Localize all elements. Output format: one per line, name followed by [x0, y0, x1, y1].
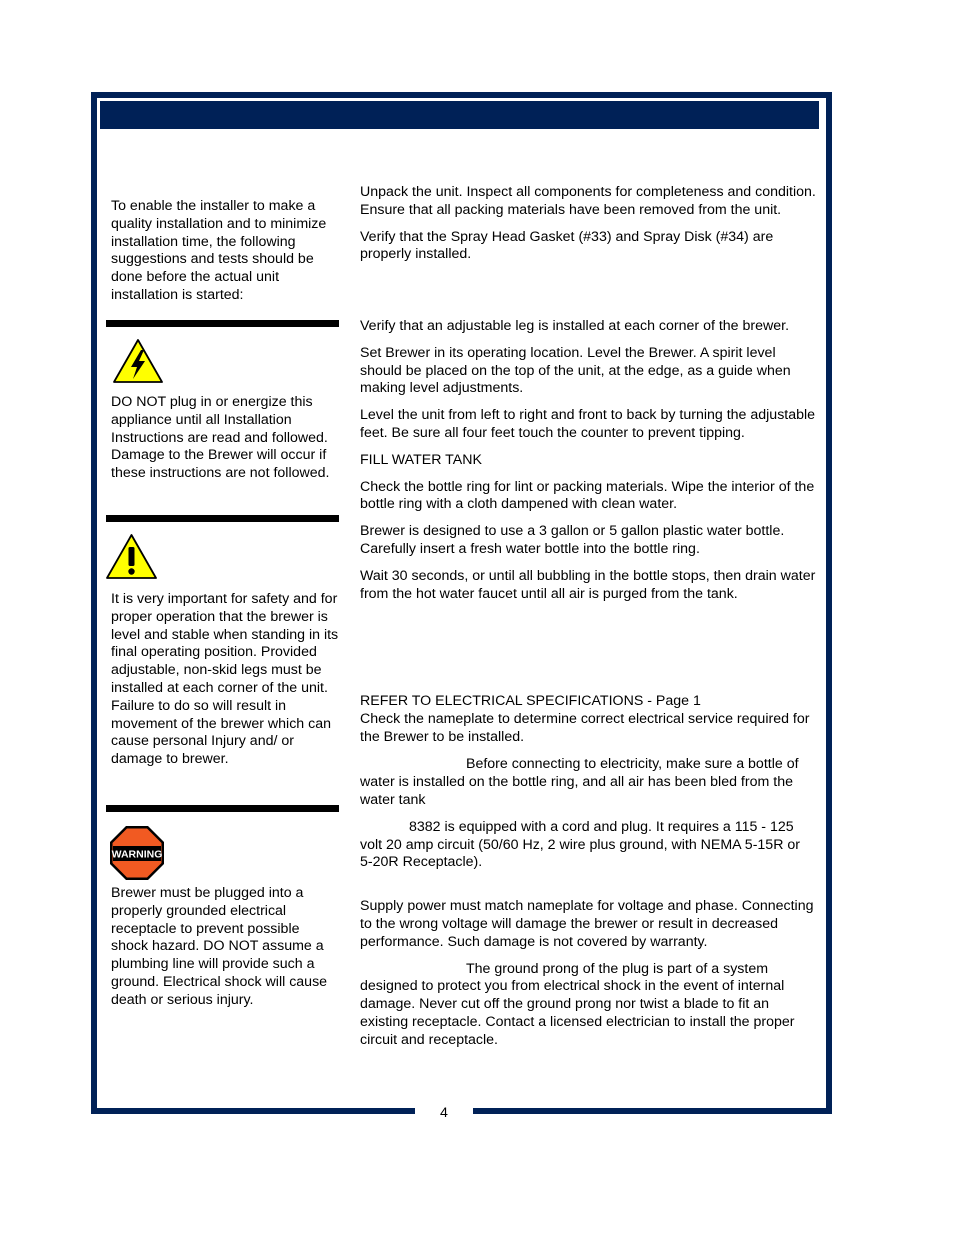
level-section [360, 318, 816, 603]
page-number: 4 [440, 1105, 448, 1121]
notice-divider-1 [106, 320, 339, 327]
electrical-reference: REFER TO ELECTRICAL SPECIFICATIONS - Page 1 [360, 693, 701, 709]
caution-exclamation-icon [105, 533, 158, 580]
notice-divider-2 [106, 515, 339, 522]
unpack-section [360, 184, 816, 264]
section-header-bar [100, 101, 819, 129]
fill-paragraph-3: Wait 30 seconds, or until all bubbling in the bottle stops, then drain water from the hot water faucet until all air is purged from the tank. [360, 567, 816, 602]
electrical-paragraph-5: The ground prong of the plug is part of a system designed to protect you from electrical shock in the event of internal damage. Never cut off the ground prong nor twist a blade to fit an existing receptacle. Contact a licensed electrician to install the proper circuit and receptacle. [360, 960, 795, 1048]
warning-octagon-icon [109, 825, 165, 881]
electrical-paragraph-4: Supply power must match nameplate for voltage and phase. Connecting to the wrong voltage will damage the brewer or result in decreased performance. Such damage is not covered by warranty. [360, 898, 814, 950]
notice-text-3: Brewer must be plugged into a properly grounded electrical receptacle to prevent possible shock hazard. DO NOT assume a plumbing line will provide such a ground. Electrical shock will cause death or serious injury. [111, 885, 328, 1008]
level-paragraph-2: Set Brewer in its operating location. Level the Brewer. A spirit level should be placed on the top of the unit, at the edge, as a guide when making level adjustments. [360, 344, 791, 397]
electrical-hazard-icon [112, 338, 164, 384]
warning-badge-text: WARNING [111, 848, 163, 861]
notice-text-1: DO NOT plug in or energize this appliance until all Installation Instructions are read and followed. Damage to the Brewer will occur if these instructions are not followed. [111, 394, 330, 482]
electrical-section [360, 693, 816, 1050]
unpack-paragraph-1: Unpack the unit. Inspect all components for completeness and condition. Ensure that all packing materials have been removed from the unit. [360, 184, 816, 218]
unpack-paragraph-2: Verify that the Spray Head Gasket (#33) and Spray Disk (#34) are properly installed. [360, 228, 774, 263]
fill-paragraph-1: Check the bottle ring for lint or packing materials. Wipe the interior of the bottle ring with a cloth dampened with clean water. [360, 478, 815, 513]
intro-text: To enable the installer to make a quality installation and to minimize installation time, the following suggestions and tests should be done before the actual unit installation is started: [111, 198, 327, 303]
notice-text-2: It is very important for safety and for proper operation that the brewer is level and stable when standing in its final operating position. Provided adjustable, non-skid legs must be installed at each corner of the unit. Failure to do so will result in movement of the brewer which can cause personal Injury and/ or damage to brewer. [111, 591, 339, 768]
electrical-paragraph-3: 8382 is equipped with a cord and plug. It requires a 115 - 125 volt 20 amp circuit (50/60 Hz, 2 wire plus ground, with NEMA 5-15R or 5-20R Receptacle). [360, 818, 800, 871]
level-paragraph-1: Verify that an adjustable leg is installed at each corner of the brewer. [360, 318, 790, 334]
fill-heading: FILL WATER TANK [360, 451, 482, 468]
electrical-paragraph-1: Check the nameplate to determine correct electrical service required for the Brewer to be installed. [360, 710, 810, 745]
fill-paragraph-2: Brewer is designed to use a 3 gallon or 5 gallon plastic water bottle. Carefully insert a fresh water bottle into the bottle ring. [360, 523, 785, 557]
notice-divider-3 [106, 805, 339, 812]
electrical-paragraph-2: Before connecting to electricity, make sure a bottle of water is installed on the bottle ring, and all air has been bled from the water tank [360, 756, 799, 808]
level-paragraph-3: Level the unit from left to right and front to back by turning the adjustable feet. Be sure all four feet touch the counter to prevent tipping. [360, 407, 816, 441]
